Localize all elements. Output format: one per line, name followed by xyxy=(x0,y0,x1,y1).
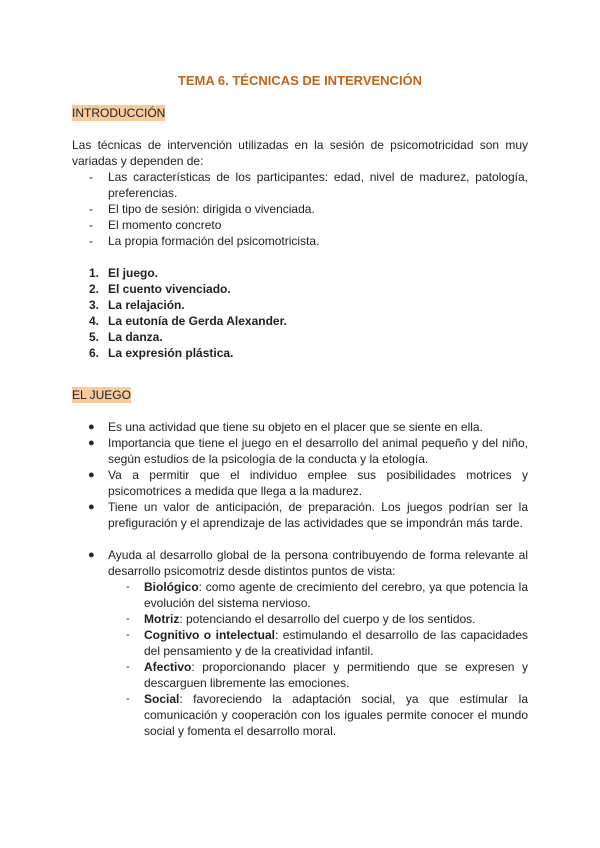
list-item: 4. La eutonía de Gerda Alexander. xyxy=(89,314,287,328)
bullet-icon: ● xyxy=(88,421,95,433)
intro-paragraph: Las técnicas de intervención utilizadas en la sesión de psicomotricidad son muy variadas y dependen de: xyxy=(72,138,528,168)
list-item: - Las características de los participantes: edad, nivel de madurez, patología, preferencias. xyxy=(89,170,528,200)
intro-dash-list xyxy=(72,169,528,249)
list-item: ● Va a permitir que el individuo emplee sus posibilidades motrices y psicomotrices a medida que llega a la madurez. xyxy=(88,468,528,498)
bullet-icon: ● xyxy=(88,549,95,561)
list-item: ● Tiene un valor de anticipación, de preparación. Los juegos podrían ser la prefiguración y el aprendizaje de las actividades que se impondrán más tarde. xyxy=(88,500,528,530)
list-item: - Biológico: como agente de crecimiento del cerebro, ya que potencia la evolución del sistema nervioso. xyxy=(126,580,528,610)
development-bullet-list xyxy=(72,547,528,739)
techniques-numbered-list xyxy=(72,265,528,361)
list-item: ● Importancia que tiene el juego en el desarrollo del animal pequeño y del niño, según estudios de la psicología de la conducta y la etología. xyxy=(88,436,528,466)
list-item: - Social: favoreciendo la adaptación social, ya que estimular la comunicación y cooperación con los iguales permite conocer el mundo social y fomenta el desarrollo moral. xyxy=(126,692,528,738)
list-item: - Cognitivo o intelectual: estimulando el desarrollo de las capacidades del pensamiento y de la creatividad infantil. xyxy=(126,628,528,658)
document-page xyxy=(72,72,528,739)
section-heading-label: INTRODUCCIÓN xyxy=(72,106,166,120)
list-item: - El tipo de sesión: dirigida o vivenciada. xyxy=(89,202,315,216)
list-item: 5. La danza. xyxy=(89,330,163,344)
juego-bullet-list xyxy=(72,419,528,531)
list-item: - La propia formación del psicomotricista. xyxy=(89,234,320,248)
section-heading-el-juego xyxy=(72,387,528,403)
bullet-icon: ● xyxy=(88,437,95,449)
list-item: ● Es una actividad que tiene su objeto en el placer que se siente en ella. xyxy=(88,420,483,434)
list-item: - El momento concreto xyxy=(89,218,222,232)
list-item: ● Ayuda al desarrollo global de la persona contribuyendo de forma relevante al desarrollo psicomotriz desde distintos puntos de vista: - Biológico: como agente de crecimiento del cerebro, ya que potencia la evolución del sistema nervioso. - Motriz: potenciando el desarrollo del cuerpo y de los sentidos. - Cognitivo o intelectual: estimulando el desarrollo de las capacidades del pensamiento y de la creatividad infantil. - Afectivo: proporcionando placer y permitiendo que se expresen y descarguen libremente las emociones. - Social: favoreciendo la adaptación social, ya que estimular la comunicación y cooperación con los iguales permite conocer el mundo social y fomenta el desarrollo moral. xyxy=(72,547,528,739)
list-item: - Afectivo: proporcionando placer y permitiendo que se expresen y descarguen libremente las emociones. xyxy=(126,660,528,690)
development-sub-list xyxy=(72,579,528,739)
list-item: 6. La expresión plástica. xyxy=(89,346,234,360)
bullet-icon: ● xyxy=(88,501,95,513)
section-heading-introduccion xyxy=(72,105,528,121)
list-item: - Motriz: potenciando el desarrollo del cuerpo y de los sentidos. xyxy=(126,612,476,626)
list-item: 1. El juego. xyxy=(89,266,159,280)
section-heading-label: EL JUEGO xyxy=(72,388,131,402)
list-item: 2. El cuento vivenciado. xyxy=(89,282,231,296)
page-title: TEMA 6. TÉCNICAS DE INTERVENCIÓN xyxy=(177,73,423,88)
bullet-icon: ● xyxy=(88,469,95,481)
list-item: 3. La relajación. xyxy=(89,298,185,312)
